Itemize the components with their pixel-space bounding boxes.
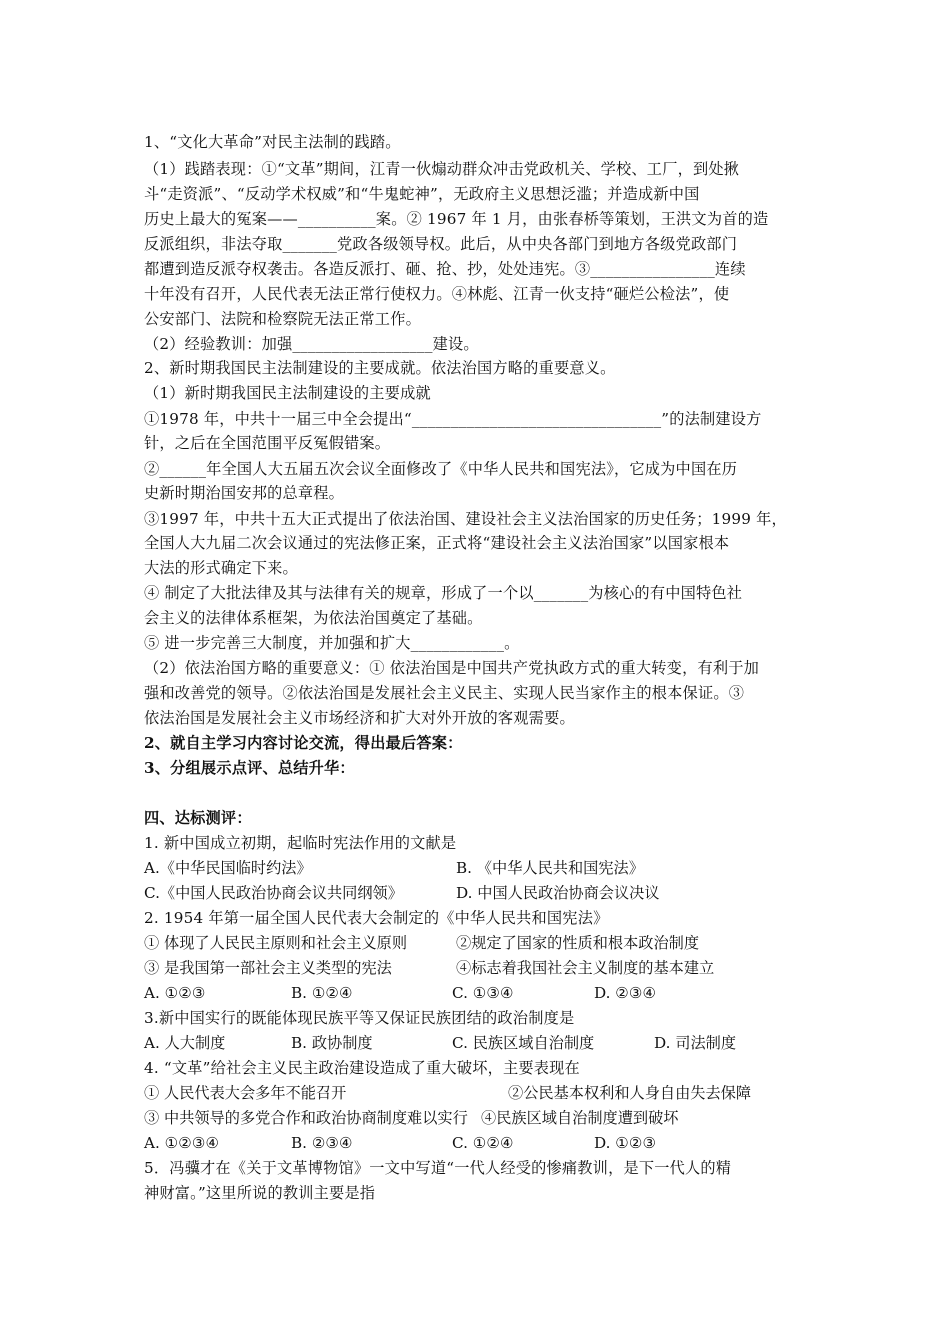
question-2-statement-2: ②规定了国家的性质和根本政治制度 [456, 934, 699, 952]
question-4-statement-3: ③ 中共领导的多党合作和政治协商制度难以实行 [144, 1109, 468, 1127]
paragraph-line: 反派组织，非法夺取_______党政各级领导权。此后，从中央各部门到地方各级党政部门 [144, 235, 738, 253]
paragraph-line: 强和改善党的领导。②依法治国是发展社会主义民主、实现人民当家作主的根本保证。③ [144, 684, 745, 702]
question-3-option-d: D. 司法制度 [654, 1034, 737, 1052]
bold-heading-discussion: 2、就自主学习内容讨论交流，得出最后答案： [144, 734, 463, 752]
bold-heading-summary: 3、分组展示点评、总结升华： [144, 759, 355, 777]
question-5-continued: 神财富。”这里所说的教训主要是指 [144, 1184, 376, 1202]
question-1: 1. 新中国成立初期，起临时宪法作用的文献是 [144, 834, 457, 852]
paragraph-line: （2）依法治国方略的重要意义：① 依法治国是中国共产党执政方式的重大转变，有利于加 [144, 659, 760, 677]
paragraph-line: ②______年全国人大五届五次会议全面修改了《中华人民共和国宪法》，它成为中国在历 [144, 460, 738, 478]
question-3-option-a: A. 人大制度 [144, 1034, 226, 1052]
question-2-option-c: C. ①③④ [452, 984, 514, 1002]
question-4-option-c: C. ①②④ [452, 1134, 514, 1152]
question-2-option-b: B. ①②④ [291, 984, 353, 1002]
question-5: 5．冯骥才在《关于文革博物馆》一文中写道“一代人经受的惨痛教训，是下一代人的精 [144, 1159, 732, 1177]
question-1-option-c: C.《中国人民政治协商会议共同纲领》 [144, 884, 403, 902]
paragraph-line: 公安部门、法院和检察院无法正常工作。 [144, 310, 421, 328]
question-4-statement-2: ②公民基本权利和人身自由失去保障 [508, 1084, 751, 1102]
paragraph-line: 大法的形式确定下来。 [144, 559, 298, 577]
section-1-title: 1、“文化大革命”对民主法制的践踏。 [144, 133, 401, 151]
question-2-statement-1: ① 体现了人民民主原则和社会主义原则 [144, 934, 408, 952]
question-1-option-a: A.《中华民国临时约法》 [144, 859, 312, 877]
paragraph-line: ①1978 年，中共十一届三中全会提出“________________________________”的法制建设方 [144, 410, 762, 428]
question-4: 4. “文革”给社会主义民主政治建设造成了重大破坏，主要表现在 [144, 1059, 580, 1077]
paragraph-line: （1）践踏表现：①“文革”期间，江青一伙煽动群众冲击党政机关、学校、工厂，到处揪 [144, 160, 740, 178]
section-2-title: 2、新时期我国民主法制建设的主要成就。依法治国方略的重要意义。 [144, 359, 616, 377]
question-2-option-d: D. ②③④ [594, 984, 657, 1002]
paragraph-line: 斗“走资派”、“反动学术权威”和“牛鬼蛇神”，无政府主义思想泛滥；并造成新中国 [144, 185, 700, 203]
question-3: 3.新中国实行的既能体现民族平等又保证民族团结的政治制度是 [144, 1009, 575, 1027]
question-3-option-b: B. 政协制度 [291, 1034, 373, 1052]
question-4-statement-4: ④民族区域自治制度遭到破坏 [481, 1109, 679, 1127]
question-4-option-b: B. ②③④ [291, 1134, 353, 1152]
paragraph-line: 全国人大九届二次会议通过的宪法修正案，正式将“建设社会主义法治国家”以国家根本 [144, 534, 730, 552]
question-4-option-d: D. ①②③ [594, 1134, 657, 1152]
paragraph-line: 依法治国是发展社会主义市场经济和扩大对外开放的客观需要。 [144, 709, 575, 727]
paragraph-line: （1）新时期我国民主法制建设的主要成就 [144, 384, 431, 402]
question-2: 2. 1954 年第一届全国人民代表大会制定的《中华人民共和国宪法》 [144, 909, 609, 927]
paragraph-line: 针，之后在全国范围平反冤假错案。 [144, 434, 391, 452]
question-4-option-a: A. ①②③④ [144, 1134, 220, 1152]
paragraph-line: ③1997 年，中共十五大正式提出了依法治国、建设社会主义法治国家的历史任务；1999 年， [144, 510, 787, 528]
paragraph-line: ⑤ 进一步完善三大制度，并加强和扩大____________。 [144, 634, 520, 652]
question-2-statement-4: ④标志着我国社会主义制度的基本建立 [456, 959, 715, 977]
paragraph-line: 历史上最大的冤案——__________案。② 1967 年 1 月，由张春桥等策划，王洪文为首的造 [144, 210, 769, 228]
question-3-option-c: C. 民族区域自治制度 [452, 1034, 595, 1052]
question-1-option-d: D. 中国人民政治协商会议决议 [456, 884, 660, 902]
paragraph-line: 会主义的法律体系框架，为依法治国奠定了基础。 [144, 609, 483, 627]
question-4-statement-1: ① 人民代表大会多年不能召开 [144, 1084, 347, 1102]
paragraph-line: 十年没有召开，人民代表无法正常行使权力。④林彪、江青一伙支持“砸烂公检法”，使 [144, 285, 730, 303]
question-2-option-a: A. ①②③ [144, 984, 206, 1002]
paragraph-line: 史新时期治国安邦的总章程。 [144, 484, 345, 502]
question-1-option-b: B. 《中华人民共和国宪法》 [456, 859, 644, 877]
paragraph-line: ④ 制定了大批法律及其与法律有关的规章，形成了一个以_______为核心的有中国特色社 [144, 584, 743, 602]
paragraph-line: 都遭到造反派夺权袭击。各造反派打、砸、抢、抄，处处违宪。③________________连续 [144, 260, 746, 278]
paragraph-line: （2）经验教训：加强__________________建设。 [144, 335, 479, 353]
bold-heading-assessment: 四、达标测评： [144, 809, 252, 827]
question-2-statement-3: ③ 是我国第一部社会主义类型的宪法 [144, 959, 392, 977]
